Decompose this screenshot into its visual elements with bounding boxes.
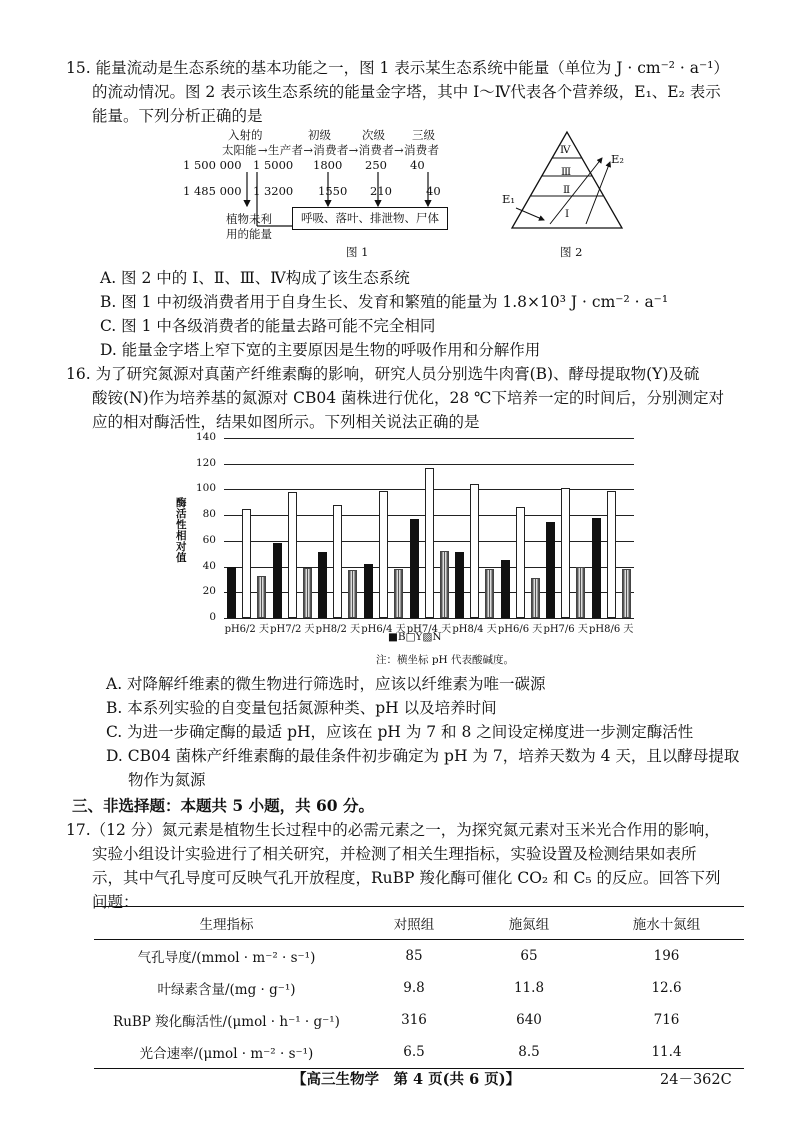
- fig1-row2-3: 210: [370, 184, 392, 198]
- q15-option-a: A. 图 2 中的 Ⅰ、Ⅱ、Ⅲ、Ⅳ构成了该生态系统: [100, 269, 410, 287]
- chart-bar-b: [227, 567, 236, 618]
- chart-x-tick-label: pH7/6 天: [543, 624, 588, 635]
- table-cell: 196: [653, 948, 680, 964]
- chart-bar-n: [394, 569, 403, 618]
- chart-y-axis-label: 酶活性相对值: [176, 497, 187, 564]
- fig1-row2-2: 1550: [318, 184, 348, 198]
- chart-x-tick-label: pH6/2 天: [224, 624, 269, 635]
- table-header-water-nitrogen: 施水十氮组: [589, 907, 744, 940]
- fig2-caption: 图 2: [560, 245, 583, 259]
- chart-x-tick-label: pH6/4 天: [361, 624, 406, 635]
- table-cell: 85: [405, 948, 423, 964]
- fig1-level-2: 次级: [362, 128, 385, 142]
- q16-option-d-cont: 物作为氮源: [128, 771, 206, 789]
- chart-bar-b: [410, 519, 419, 618]
- fig1-caption: 图 1: [346, 245, 369, 259]
- chart-bar-n: [622, 569, 631, 618]
- fig2-level-2: Ⅱ: [563, 184, 571, 196]
- chart-bar-n: [440, 551, 449, 618]
- fig1-row2-4: 40: [426, 184, 441, 198]
- chart-note: 注：横坐标 pH 代表酸碱度。: [376, 654, 515, 666]
- chart-y-tick-label: 20: [202, 585, 216, 598]
- table-cell: 叶绿素含量/(mg · g⁻¹): [157, 982, 296, 998]
- table-cell: 6.5: [403, 1044, 425, 1060]
- chart-y-tick-label: 80: [202, 508, 216, 521]
- enzyme-activity-chart: [160, 428, 640, 678]
- table-row: [94, 940, 744, 973]
- fig2-level-3: Ⅲ: [561, 166, 572, 178]
- chart-gridline: [224, 464, 634, 465]
- chart-bar-y: [516, 507, 525, 618]
- q16-line1: 16. 为了研究氮源对真菌产纤维素酶的影响，研究人员分别选牛肉膏(B)、酵母提取物(Y)及硫: [66, 365, 700, 383]
- fig1-row1-2: 1800: [313, 158, 343, 172]
- fig1-row2-0: 1 485 000: [183, 184, 242, 198]
- table-cell: 8.5: [518, 1044, 540, 1060]
- table-cell: 316: [401, 1012, 427, 1028]
- chart-bar-n: [576, 567, 585, 618]
- chart-bar-b: [546, 522, 555, 618]
- q15-option-b: B. 图 1 中初级消费者用于自身生长、发育和繁殖的能量为 1.8×10³ J · cm⁻² · a⁻¹: [100, 293, 669, 311]
- fig1-unused-label-2: 用的能量: [226, 227, 272, 241]
- chart-bar-b: [318, 552, 327, 618]
- q16-option-b: B. 本系列实验的自变量包括氮源种类、pH 以及培养时间: [106, 699, 497, 717]
- chart-bar-n: [303, 568, 312, 618]
- fig1-sun-label-1: 入射的: [228, 128, 263, 142]
- fig1-chain: →生产者→消费者→消费者→消费者: [258, 143, 440, 157]
- q17-table-wrap: [94, 906, 744, 1069]
- chart-bar-y: [333, 505, 342, 618]
- chart-bar-y: [561, 488, 570, 618]
- chart-bar-b: [455, 552, 464, 618]
- q16-line3: 应的相对酶活性，结果如图所示。下列相关说法正确的是: [92, 413, 480, 431]
- chart-legend: ■B□Y▨N: [388, 631, 442, 643]
- chart-bar-b: [592, 518, 601, 618]
- q16-option-a: A. 对降解纤维素的微生物进行筛选时，应该以纤维素为唯一碳源: [106, 675, 546, 693]
- chart-bar-n: [485, 569, 494, 618]
- q16-option-c: C. 为进一步确定酶的最适 pH，应该在 pH 为 7 和 8 之间设定梯度进一步测定酶活性: [106, 723, 694, 741]
- table-cell: 9.8: [403, 980, 425, 996]
- chart-y-tick-label: 60: [202, 533, 216, 546]
- section-heading: 三、非选择题：本题共 5 小题，共 60 分。: [72, 796, 374, 815]
- table-row: [94, 972, 744, 1004]
- q17-line1: 17.（12 分）氮元素是植物生长过程中的必需元素之一，为探究氮元素对玉米光合作用的影响，: [66, 821, 720, 839]
- table-cell: 640: [516, 1012, 542, 1028]
- chart-bar-y: [379, 491, 388, 618]
- fig1-sun-label-2: 太阳能: [222, 143, 257, 157]
- chart-x-tick-label: pH8/6 天: [589, 624, 634, 635]
- fig1-level-1: 初级: [308, 128, 331, 142]
- fig1-row1-0: 1 500 000: [183, 158, 242, 172]
- chart-bar-y: [425, 468, 434, 618]
- chart-y-tick-label: 100: [195, 482, 216, 495]
- table-header-control: 对照组: [359, 907, 469, 940]
- q15-option-c: C. 图 1 中各级消费者的能量去路可能不完全相同: [100, 317, 436, 335]
- chart-gridline: [224, 438, 634, 439]
- q17-data-table: [94, 907, 744, 1068]
- table-cell: RuBP 羧化酶活性/(μmol · h⁻¹ · g⁻¹): [113, 1014, 340, 1030]
- table-cell: 光合速率/(μmol · m⁻² · s⁻¹): [139, 1046, 314, 1062]
- chart-bar-n: [348, 570, 357, 618]
- chart-bar-y: [288, 492, 297, 618]
- chart-bar-b: [273, 543, 282, 618]
- q15-option-d: D. 能量金字塔上窄下宽的主要原因是生物的呼吸作用和分解作用: [100, 341, 541, 359]
- q16-line2: 酸铵(N)作为培养基的氮源对 CB04 菌株进行优化，28 ℃下培养一定的时间后，分别测定对: [92, 389, 724, 407]
- footer-code: 24－362C: [660, 1072, 732, 1088]
- chart-bar-y: [607, 491, 616, 618]
- table-cell: 12.6: [651, 980, 682, 996]
- fig2-e2: E₂: [611, 152, 625, 166]
- fig1-loss-box: 呼吸、落叶、排泄物、尸体: [292, 207, 448, 230]
- chart-bar-b: [501, 560, 510, 618]
- chart-y-tick-label: 120: [195, 456, 216, 469]
- chart-x-tick-label: pH7/4 天: [406, 624, 452, 635]
- fig2-level-4: Ⅳ: [560, 144, 571, 156]
- table-row: [94, 1036, 744, 1068]
- q17-line2: 实验小组设计实验进行了相关研究，并检测了相关生理指标，实验设置及检测结果如表所: [92, 845, 697, 863]
- chart-y-tick-label: 40: [202, 559, 216, 572]
- chart-bar-b: [364, 564, 373, 618]
- footer-page-title: 【高三生物学 第 4 页(共 6 页)】: [292, 1071, 521, 1088]
- fig1-unused-label-1: 植物未利: [226, 212, 272, 226]
- chart-bar-y: [242, 509, 251, 618]
- table-cell: 11.8: [513, 980, 545, 996]
- fig2-pyramid: [500, 126, 630, 238]
- fig1-row1-4: 40: [410, 158, 425, 172]
- table-header-indicator: 生理指标: [94, 907, 359, 940]
- q17-line3: 示，其中气孔导度可反映气孔开放程度，RuBP 羧化酶可催化 CO₂ 和 C₅ 的反应。回答下列: [92, 869, 721, 887]
- fig1-row1-3: 250: [365, 158, 387, 172]
- table-cell: 11.4: [651, 1044, 682, 1060]
- table-cell: 716: [653, 1012, 680, 1028]
- q15-line3: 能量。下列分析正确的是: [92, 107, 263, 125]
- q16-option-d: D. CB04 菌株产纤维素酶的最佳条件初步确定为 pH 为 7，培养天数为 4 天，且以酵母提取: [106, 747, 740, 765]
- chart-bar-n: [257, 576, 266, 618]
- chart-x-tick-label: pH8/4 天: [452, 624, 497, 635]
- q15-line2: 的流动情况。图 2 表示该生态系统的能量金字塔，其中 Ⅰ～Ⅳ代表各个营养级，E₁、E₂ 表示: [92, 83, 721, 101]
- chart-x-tick-label: pH7/2 天: [270, 624, 315, 635]
- fig2-e1: E₁: [502, 192, 516, 206]
- chart-bar-y: [470, 484, 479, 618]
- table-header-nitrogen: 施氮组: [469, 907, 589, 940]
- table-cell: 65: [520, 948, 538, 964]
- chart-x-tick-label: pH6/6 天: [497, 624, 543, 635]
- fig2-level-1: Ⅰ: [565, 208, 570, 220]
- fig1-row1-1: 1 5000: [253, 158, 294, 172]
- fig1-level-3: 三级: [412, 128, 435, 142]
- chart-y-tick-label: 0: [209, 611, 216, 623]
- table-row: [94, 1004, 744, 1036]
- q15-line1: 15. 能量流动是生态系统的基本功能之一，图 1 表示某生态系统中能量（单位为 J · cm⁻² · a⁻¹）: [66, 59, 729, 77]
- fig1-row2-1: 1 3200: [253, 184, 294, 198]
- table-cell: 气孔导度/(mmol · m⁻² · s⁻¹): [137, 950, 316, 966]
- chart-x-tick-label: pH8/2 天: [315, 624, 361, 635]
- q17-line4: 问题：: [92, 893, 139, 911]
- chart-y-tick-label: 140: [195, 431, 216, 443]
- chart-bar-n: [531, 578, 540, 618]
- chart-gridline: [224, 618, 634, 619]
